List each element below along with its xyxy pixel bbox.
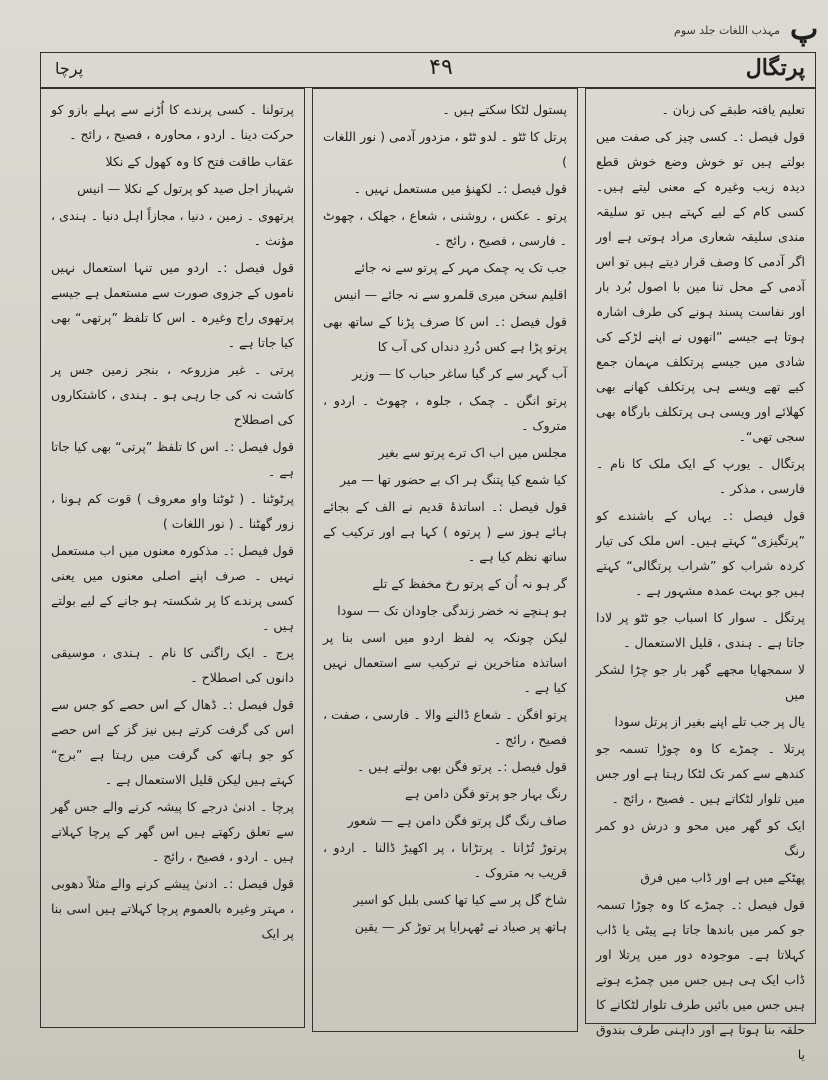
entry-paragraph: پرتو افگن ۔ شعاع ڈالنے والا ۔ فارسی ، صفت ، فصیح ، رائج ۔ bbox=[323, 707, 567, 747]
page-number: ۴۹ bbox=[429, 55, 453, 80]
verse-line: ہو ہنچے نہ خضر زندگی جاودان تک — سودا bbox=[337, 603, 567, 618]
guide-word-first: پرتگال bbox=[745, 55, 805, 81]
entry-paragraph: لیکن چونکہ یہ لفظ اردو میں اسی بنا پر اساتذہ متاخرین نے ترکیب سے استعمال نہیں کیا ہے ۔ bbox=[323, 630, 567, 695]
entry-paragraph: پرتوڑ تُڑانا ۔ پرتڑانا ، پر اکھیڑ ڈالنا ۔ اردو ، قریب بہ متروک ۔ bbox=[323, 840, 567, 880]
guide-word-last: پرچا bbox=[55, 59, 84, 78]
verse-line: گر ہو نہ اُن کے پرتو رخ مخفظ کے تلے bbox=[372, 576, 567, 591]
verse-line: ہاتھ پر صیاد نے ٹھہرایا پر توڑ کر — یقین bbox=[354, 919, 567, 934]
verse-line: یال پر جب تلے اپنے بغیر از پرتل سودا bbox=[614, 714, 805, 729]
running-head bbox=[0, 12, 828, 56]
verse-line: صاف رنگ گل پرتو فگن دامن ہے — شعور bbox=[347, 813, 567, 828]
entry-paragraph: قول فیصل :۔ اس کا تلفظ ”پرتی“ بھی کیا جاتا ہے ۔ bbox=[51, 439, 294, 479]
verse-line: مجلس میں اب اک ترے پرتو سے بغیر bbox=[378, 445, 567, 460]
column-right bbox=[585, 88, 816, 1062]
entry-paragraph: قول فیصل :۔ اس کا صرف پڑنا کے ساتھ بھی پرتو پڑا ہے کس دُردِ دنداں کی آب کا bbox=[323, 314, 567, 354]
entry-paragraph: پرتھوی ۔ زمین ، دنیا ، مجازاً اہل دنیا ۔ ہندی ، مؤنث ۔ bbox=[51, 208, 294, 248]
entry-paragraph: پستول لٹکا سکتے ہیں ۔ bbox=[442, 102, 567, 117]
entry-paragraph: پرتی ۔ غیر مزروعہ ، بنجر زمین جس پر کاشت نہ کی جا رہی ہو ۔ ہندی ، کاشتکاروں کی اصطلاح bbox=[51, 362, 294, 427]
entry-paragraph: پرچا ۔ ادنیٰ درجے کا پیشہ کرنے والے جس گھر سے تعلق رکھتے ہیں اس گھر کے پرچا کہلاتے ہیں ۔ اردو ، فصیح ، رائج ۔ bbox=[51, 799, 294, 864]
page-header bbox=[40, 52, 816, 88]
entry-paragraph: پرٹوٹنا ۔ ( ٹوٹنا واو معروف ) قوت کم ہونا ، زور گھٹنا ۔ ( نور اللغات ) bbox=[51, 491, 294, 531]
column-middle-text bbox=[323, 97, 567, 939]
entry-paragraph: پرتگل ۔ سوار کا اسباب جو ٹٹو پر لادا جاتا ہے ۔ ہندی ، قلیل الاستعمال ۔ bbox=[596, 610, 805, 650]
verse-line: عقاب طاقت فتح کا وہ کھول کے نکلا bbox=[105, 154, 294, 169]
entry-paragraph: قول فیصل :۔ اساتذۂ قدیم نے الف کے بجائے ہائے ہوز سے ( پرتوہ ) کہا ہے اور ترکیب کے ساتھ نظم کیا ہے ۔ bbox=[323, 499, 567, 564]
verse-line: شاخ گل پر سے کیا تھا کسی بلبل کو اسیر bbox=[353, 892, 567, 907]
verse-line: آب گہر سے کر گیا ساغر حباب کا — وزیر bbox=[352, 366, 567, 381]
entry-paragraph: قول فیصل :۔ پرتو فگن بھی بولتے ہیں ۔ bbox=[356, 759, 567, 774]
entry-paragraph: قول فیصل :۔ ڈھال کے اس حصے کو جس سے اس کی گرفت کرتے ہیں نیز گز کے اس حصے کو جو ہاتھ کی گرفت میں رہتا ہے ”برج“ کہتے ہیں لیکن قلیل الاستعمال ہے ۔ bbox=[51, 697, 294, 787]
column-right-text bbox=[596, 97, 805, 1067]
verse-line: کیا شمع کیا پتنگ ہر اک بے حضور تھا — میر bbox=[339, 472, 567, 487]
entry-paragraph: قول فیصل :۔ لکھنؤ میں مستعمل نہیں ۔ bbox=[353, 181, 567, 196]
entry-paragraph: پرتولنا ۔ کسی پرندے کا اُڑنے سے پہلے بازو کو حرکت دینا ۔ اردو ، محاورہ ، فصیح ، رائج ۔ bbox=[51, 102, 294, 142]
verse-line: پھٹکے میں ہے اور ڈاب میں فرق bbox=[640, 870, 805, 885]
entry-paragraph: پرج ۔ ایک راگنی کا نام ۔ ہندی ، موسیقی دانوں کی اصطلاح ۔ bbox=[51, 645, 294, 685]
entry-paragraph: قول فیصل :۔ مذکورہ معنوں میں اب مستعمل نہیں ۔ صرف اپنے اصلی معنوں میں یعنی کسی پرندے کا پر شکستہ ہو جانے کے لیے بولتے ہیں ۔ bbox=[51, 543, 294, 633]
verse-line: ایک کو گھر میں محو و درش دو کمر رنگ bbox=[596, 818, 805, 858]
entry-paragraph: پرتلا ۔ چمڑے کا وہ چوڑا تسمہ جو کندھے سے کمر تک لٹکا رہتا ہے اور جس میں تلوار لٹکاتے ہیں ۔ فصیح ، رائج ۔ bbox=[596, 741, 805, 806]
entry-paragraph: پرتگال ۔ یورپ کے ایک ملک کا نام ۔ فارسی ، مذکر ۔ bbox=[596, 456, 805, 496]
column-left-text bbox=[51, 97, 294, 946]
verse-line: جب تک یہ چمک مہر کے پرتو سے نہ جائے bbox=[354, 260, 567, 275]
column-left bbox=[40, 88, 305, 1028]
entry-paragraph: پرتو ۔ عکس ، روشنی ، شعاع ، جھلک ، چھوٹ ۔ فارسی ، فصیح ، رائج ۔ bbox=[323, 208, 567, 248]
guide-letter: پ bbox=[790, 12, 819, 47]
entry-paragraph: قول فیصل :۔ اردو میں تنہا استعمال نہیں ناموں کے جزوی صورت سے مستعمل ہے جیسے پرتھوی راج وغیرہ ۔ اس کا تلفظ ”پرتھی“ بھی کیا جاتا ہے ۔ bbox=[51, 260, 294, 350]
verse-line: رنگ بہار جو پرتو فگن دامن ہے bbox=[405, 786, 567, 801]
volume-title: مہذب اللغات جلد سوم bbox=[674, 24, 780, 37]
verse-line: لا سمجھایا مجھے گھر بار جو چڑا لشکر میں bbox=[596, 662, 805, 702]
entry-paragraph: قول فیصل :۔ چمڑے کا وہ چوڑا تسمہ جو کمر میں باندھا جاتا ہے پیٹی یا ڈاب کہلاتا ہے۔ موجودہ دور میں پرتلا اور ڈاب ایک ہی ہیں جس میں چمڑے ہوتے ہیں جس میں بائیں طرف تلوار لٹکانے کا حلقہ بنا ہوتا ہے اور داہنی طرف بندوق یا bbox=[596, 897, 805, 1062]
entry-paragraph: پرتو انگن ۔ چمک ، جلوہ ، چھوٹ ۔ اردو ، متروک ۔ bbox=[323, 393, 567, 433]
entry-paragraph: پرتل کا ٹٹو ۔ لدو ٹٹو ، مزدور آدمی ( نور اللغات ) bbox=[323, 129, 567, 169]
verse-line: شہباز اجل صید کو پرتول کے نکلا — انیس bbox=[77, 181, 294, 196]
column-middle bbox=[312, 88, 578, 1032]
entry-paragraph: قول فیصل :۔ کسی چیز کی صفت میں بولتے ہیں تو خوش وضع خوش قطع دیدہ زیب وغیرہ کے معنی لیتے ہیں۔ کسی کام کے لیے کہتے ہیں تو سلیقہ مندی سلیقہ شعاری مراد ہوتی ہے اور اگر آدمی کا وصف قرار دیتے ہیں تو اس آدمی کے محل تنا مین با اصول بُرد بار اور نفاست پسند ہونے کی طرف اشارہ ہوتا ہے جیسے ”انھوں نے اپنے لڑکے کی شادی میں جیسے پرتکلف مہمان جمع کیے تھے ویسے ہی پرتکلف کھانے بھی کھلائے اور ویسی ہی پرتکلف بارگاہ بھی سجی تھی“۔ bbox=[596, 129, 805, 444]
entry-paragraph: قول فیصل :۔ یہاں کے باشندے کو ”پرتگیزی“ کہتے ہیں۔ اس ملک کی تیار کردہ شراب کو ”شراب پرتگالی“ کہتے ہیں جو بہت عمدہ مشہور ہے ۔ bbox=[596, 508, 805, 598]
entry-paragraph: تعلیم یافتہ طبقے کی زبان ۔ bbox=[661, 102, 805, 117]
entry-paragraph: قول فیصل :۔ ادنیٰ پیشے کرنے والے مثلاً دھوبی ، مہتر وغیرہ بالعموم پرچا کہلاتے ہیں اسی بنا پر ایک bbox=[51, 876, 294, 941]
verse-line: اقلیم سخن میری قلمرو سے نہ جائے — انیس bbox=[333, 287, 567, 302]
